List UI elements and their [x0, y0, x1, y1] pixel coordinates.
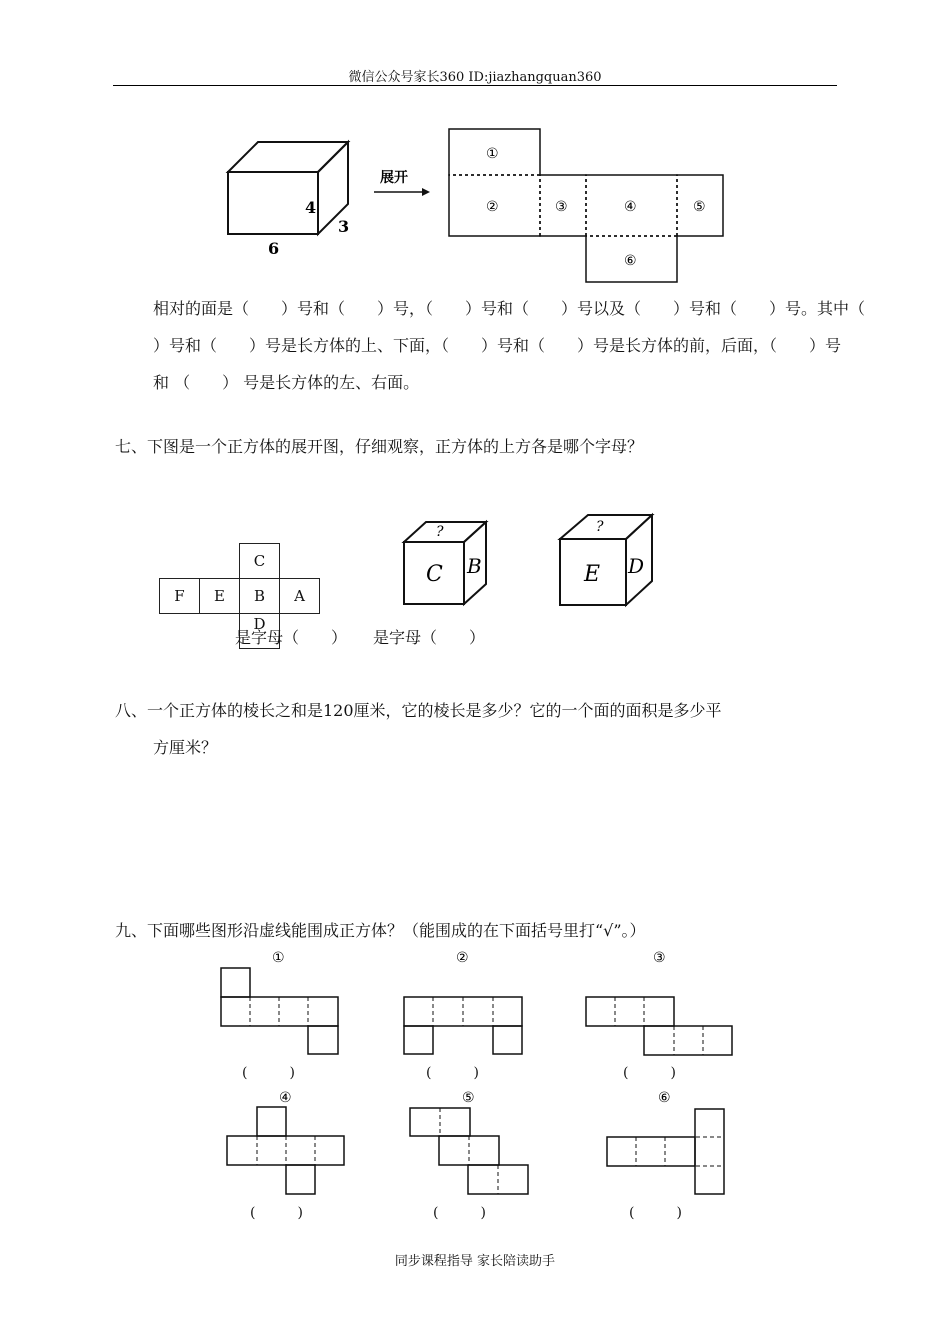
- option-4-answer[interactable]: ( ): [250, 1205, 303, 1221]
- option-6-label: ⑥: [658, 1090, 671, 1106]
- unfold-arrow: [372, 166, 432, 200]
- option-3-answer[interactable]: ( ): [623, 1065, 676, 1081]
- option-3-label: ③: [653, 950, 666, 966]
- net-option-1: [218, 946, 343, 1061]
- net-cell-e: E: [200, 579, 240, 614]
- option-2-answer[interactable]: ( ): [426, 1065, 479, 1081]
- net-option-3: [584, 946, 734, 1061]
- cube-1-top: ?: [436, 524, 444, 540]
- net-cell-a: A: [280, 579, 320, 614]
- q7-answer-1: 是字母（ ）: [235, 628, 348, 647]
- net-face-2: ②: [486, 199, 499, 215]
- net-cell-top: C: [240, 544, 280, 579]
- q6-line-2: ）号和（ ）号是长方体的上、下面，（ ）号和（ ）号是长方体的前，后面，（ ）号: [153, 336, 842, 355]
- net-option-6: [604, 1086, 729, 1201]
- cube-1-side: B: [467, 554, 482, 578]
- cube-2-front: E: [584, 562, 601, 587]
- cube-2-side: D: [628, 554, 645, 578]
- cuboid-net: [448, 128, 728, 284]
- option-6-answer[interactable]: ( ): [629, 1205, 682, 1221]
- cuboid-label-height: 4: [305, 198, 317, 217]
- cube-1-front: C: [426, 562, 443, 587]
- q9-title: 九、下面哪些图形沿虚线能围成正方体？（能围成的在下面括号里打“√”。）: [115, 921, 646, 940]
- cuboid-figure: [222, 138, 362, 260]
- net-cell-b: B: [240, 579, 280, 614]
- net-cell-bottom: D: [240, 614, 280, 649]
- option-5-label: ⑤: [462, 1090, 475, 1106]
- q7-answer-2: 是字母（ ）: [373, 628, 486, 647]
- cuboid-label-width: 3: [338, 217, 350, 236]
- net-face-6: ⑥: [624, 253, 637, 269]
- q7-title: 七、下图是一个正方体的展开图，仔细观察，正方体的上方各是哪个字母？: [115, 437, 644, 456]
- q6-line-3: 和 （ ） 号是长方体的左、右面。: [153, 373, 420, 392]
- net-face-3: ③: [555, 199, 568, 215]
- net-option-5: [408, 1086, 533, 1201]
- option-4-label: ④: [279, 1090, 292, 1106]
- page-footer: 同步课程指导 家长陪读助手: [394, 1254, 556, 1269]
- cube-2: [558, 513, 658, 609]
- header-rule: [113, 85, 837, 86]
- q8-line-2: 方厘米？: [153, 738, 218, 757]
- net-face-5: ⑤: [693, 199, 706, 215]
- net-face-1: ①: [486, 146, 499, 162]
- net-option-4: [225, 1086, 350, 1201]
- option-5-answer[interactable]: ( ): [433, 1205, 486, 1221]
- cube-2-top: ?: [596, 519, 604, 535]
- net-option-2: [402, 946, 527, 1061]
- option-2-label: ②: [456, 950, 469, 966]
- option-1-label: ①: [272, 950, 285, 966]
- net-face-4: ④: [624, 199, 637, 215]
- net-cell-f: F: [160, 579, 200, 614]
- cube-1: [402, 518, 492, 608]
- cuboid-label-length: 6: [268, 239, 280, 258]
- page-header: 微信公众号家长360 ID:jiazhangquan360: [348, 70, 602, 85]
- option-1-answer[interactable]: ( ): [242, 1065, 295, 1081]
- unfold-label: 展开: [380, 170, 408, 186]
- q6-line-1: 相对的面是（ ）号和（ ）号，（ ）号和（ ）号以及（ ）号和（ ）号。其中（: [153, 299, 866, 318]
- q8-line-1: 八、一个正方体的棱长之和是120厘米，它的棱长是多少？它的一个面的面积是多少平: [115, 701, 722, 720]
